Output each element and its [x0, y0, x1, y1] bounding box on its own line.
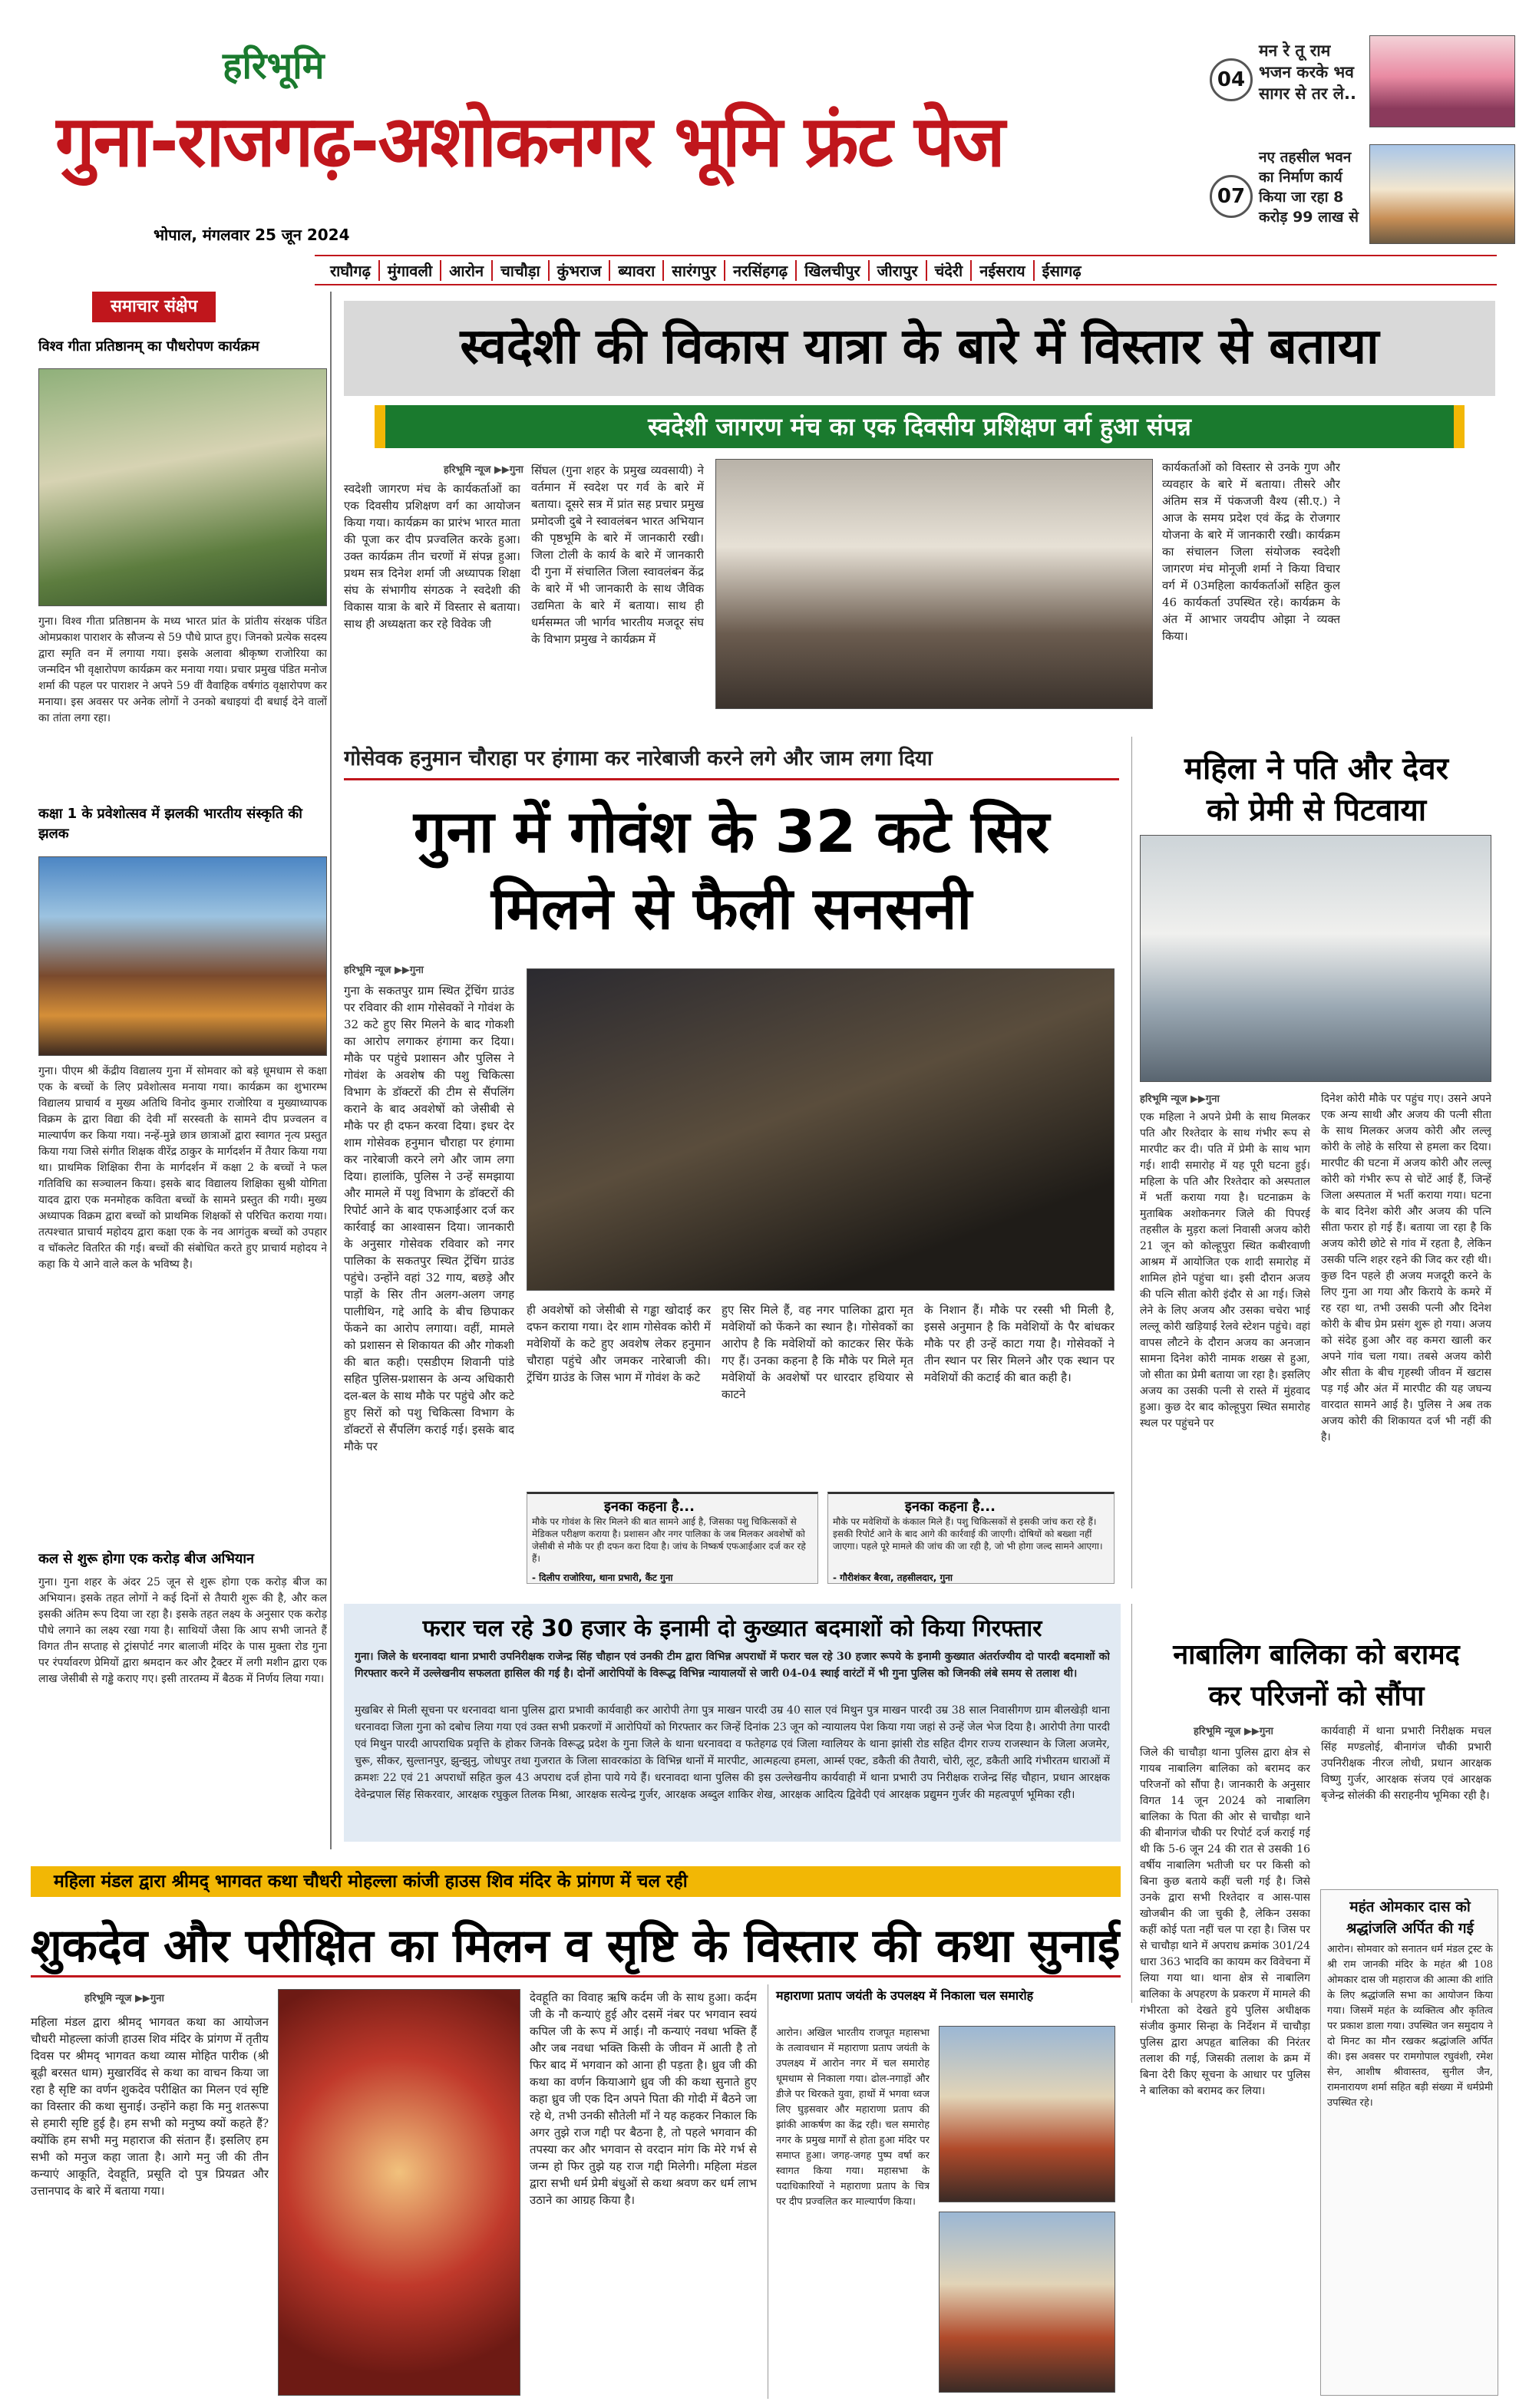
teaser-text: नए तहसील भवन का निर्माण कार्य किया जा रहा 8 करोड़ 99 लाख से: [1259, 149, 1359, 226]
town-link[interactable]: ईसागढ़: [1042, 261, 1082, 280]
lead-col-3: कार्यकर्ताओं को विस्तार से उनके गुण और व्यवहार के बारे में बताया। तीसरे और अंतिम सत्र में पंकजजी वैश्य (सी.ए.) ने आज के समय प्रदेश एवं केंद्र के रोजगार योजना के बारे में जानकारी रखी। कार्यक्रम का संचालन जिला संयोजक स्वदेशी जागरण मंच मोनूजी शर्मा ने किया विचार वर्ग में 03महिला कार्यकर्ताओं सहित कुल 46 कार्यकर्ता उपस्थित रहे। कार्यक्रम के अंत में आभार जयदीप ओझा ने व्यक्त किया।: [1162, 460, 1340, 643]
divider: [31, 1975, 1121, 1978]
woman-photo: [1140, 835, 1491, 1082]
bhagwat-kicker: महिला मंडल द्वारा श्रीमद् भागवत कथा चौधरी मोहल्ला कांजी हाउस शिव मंदिर के प्रांगण में चल रही: [31, 1866, 1121, 1897]
woman-headline-2[interactable]: को प्रेमी से पिटवाया: [1206, 793, 1427, 828]
pratap-body: आरोन। अखिल भारतीय राजपूत महासभा के तत्वावधान में महाराणा प्रताप जयंती के उपलक्ष्य में आरोन नगर में चल समारोह धूमधाम से निकाला गया। ढोल-नगाड़ों और डीजे पर थिरकते युवा, हाथों में भगवा ध्वज लिए घुड़सवार और महाराणा प्रताप की झांकी आकर्षण का केंद्र रही। चल समारोह नगर के प्रमुख मार्गों से होता हुआ मंदिर पर समाप्त हुआ। जगह-जगह पुष्प वर्षा कर स्वागत किया गया। महासभा के पदाधिकारियों ने महाराणा प्रताप के चित्र पर दीप प्रज्वलित कर माल्यार्पण किया।: [776, 2027, 930, 2208]
pratap-photo-2: [939, 2212, 1115, 2393]
quote-text: मौके पर गोवंश के सिर मिलने की बात सामने आई है, जिसका पशु चिकित्सकों से मेडिकल परीक्षण कराया है। प्रशासन और नगर पालिका के जब मिलकर अवशेषों को जेसीबी से मौके पर ही दफन करा दिया है। जांच के निष्कर्ष एफआईआर दर्ज कर रहे हैं।: [532, 1516, 806, 1564]
brief-photo: [38, 856, 327, 1056]
lead-story: [344, 301, 1495, 715]
byline: हरिभूमि न्यूज ▶▶गुना: [84, 1993, 164, 2004]
govansh-photo: [527, 968, 1115, 1291]
town-link[interactable]: जीरापुर: [870, 260, 927, 281]
divider: [344, 778, 1119, 780]
teaser-text: मन रे तू राम भजन करके भव सागर से तर ले..: [1259, 41, 1356, 103]
town-strip: [315, 255, 1497, 285]
minor-col-2: कार्यवाही में थाना प्रभारी निरीक्षक मचल सिंह मण्डलोई, बीनागंज चौकी प्रभारी उपनिरीक्षक नीरज लोधी, प्रधान आरक्षक विष्णु गुर्जर, आरक्षक संजय एवं आरक्षक बृजेन्द्र सोलंकी की सराहनीय भूमिका रही है।: [1321, 1725, 1491, 1802]
masthead: [0, 0, 1529, 292]
govansh-col-1: गुना के सकतपुर ग्राम स्थित ट्रेंचिंग ग्राउंड पर रविवार की शाम गोसेवकों ने गोवंश के 32 कटे हुए सिर मिलने के बाद गोकशी का आरोप लगाकर हंगामा कर दिया। मौके पर पहुंचे प्रशासन और पुलिस ने गोवंश के अवशेष की पशु चिकित्सा विभाग के डॉक्टरों की टीम से सैंपलिंग कराने के बाद अवशेषों को जेसीबी से मौके पर ही दफन करवा दिया। इधर देर शाम गोसेवक हनुमान चौराहा पर हंगामा कर नारेबाजी करने लगे और जाम लगा दिया। हालांकि, पुलिस ने उन्हें समझाया और मामले में पशु विभाग के डॉक्टरों की रिपोर्ट आने के बाद एफआईआर दर्ज कर कार्रवाई का आश्वासन दिया। जानकारी के अनुसार गोसेवक रविवार को नगर पालिका के सकतपुर स्थित ट्रेंचिंग ग्राउंड पहुंचे। उन्होंने वहां 32 गाय, बछड़े और पाड़ों के सिर तीन अलग-अलग जगह पालीथिन, गद्दे आदि के बीच छिपाकर फेंकने का आरोप लगाया। वहीं, मामले को प्रशासन से शिकायत की और गोकशी की बात कही। एसडीएम शिवानी पांडे सहित पुलिस-प्रशासन के अन्य अधिकारी दल-बल के साथ मौके पर पहुंचे और कटे हुए सिरों को पशु चिकित्सा विभाग के डॉक्टरों से सैंपलिंग कराई गई। इसके बाद मौके पर: [344, 984, 514, 1453]
town-link[interactable]: नईसराय: [972, 260, 1034, 281]
govansh-headline-1[interactable]: गुना में गोवंश के 32 कटे सिर: [413, 797, 1050, 866]
teaser-number: 04: [1210, 58, 1253, 101]
tribute-box: [1320, 1889, 1498, 2396]
pratap-story: [768, 1984, 1121, 2399]
arrest-headline[interactable]: फरार चल रहे 30 हजार के इनामी दो कुख्यात बदमाशों को किया गिरफ्तार: [422, 1615, 1042, 1642]
govansh-col-4: के निशान हैं। मौके पर रस्सी भी मिली है, इससे अनुमान है कि मवेशियों के पैर बांधकर मौके पर ही उन्हें काटा गया है। गोसेवकों ने तीन स्थान पर सिर मिलने और एक स्थान पर मवेशियों की कटाई की बात कही है।: [924, 1303, 1115, 1384]
lead-col-2: सिंघल (गुना शहर के प्रमुख व्यवसायी) ने वर्तमान में स्वदेश पर गर्व के बारे में बताया। दूसरे सत्र में प्रांत सह प्रचार प्रमुख प्रमोदजी दुबे ने स्वावलंबन भारत अभियान की पृष्ठभूमि के बारे में जानकारी रखी। जिला टोली के कार्य के बारे में जानकारी दी गुना में संचालित जिला स्वावलंबन केंद्र के बारे में भी जानकारी के साथ जैविक उद्यमिता के बारे में बताया। साथ ही धर्मसम्मत जी भार्गव भारतीय मजदूर संघ के विभाग प्रमुख ने कार्यक्रम में: [531, 463, 704, 646]
quote-attribution: - दिलीप राजोरिया, थाना प्रभारी, कैंट गुना: [532, 1572, 673, 1583]
arrest-para-1: गुना। जिले के धरनावदा थाना प्रभारी उपनिरीक्षक राजेन्द्र सिंह चौहान एवं उनकी टीम द्वारा विभिन्न अपराधों में फरार चल रहे 30 हजार रूपये के इनामी कुख्यात अंतर्राज्यीय दो पारदी बदमाशों को गिरफ्तार करने में उल्लेखनीय सफलता हासिल की गई है। दोनों आरोपियों के विरूद्ध विभिन्न न्यायालयों से जारी 04-04 स्थाई वारंटों में भी गुना पुलिस को जिनकी लंबे समय से तलाश थी।: [355, 1651, 1110, 1680]
town-link[interactable]: ब्यावरा: [610, 260, 664, 281]
brief-title[interactable]: कल से शुरू होगा एक करोड़ बीज अभियान: [38, 1551, 255, 1567]
byline: हरिभूमि न्यूज ▶▶गुना: [444, 464, 523, 476]
town-link[interactable]: चंदेरी: [927, 260, 973, 281]
woman-headline-1[interactable]: महिला ने पति और देवर: [1184, 751, 1448, 787]
town-link[interactable]: नरसिंहगढ़: [725, 260, 797, 281]
govansh-story: [344, 737, 1121, 1588]
minor-col-1: जिले की चाचौड़ा थाना पुलिस द्वारा क्षेत्र से गायब नाबालिग बालिका को बरामद कर परिजनों को सौंपा है। जानकारी के अनुसार विगत 14 जून 2024 को नाबालिग बालिका के पिता की ओर से चाचौड़ा थाने की बीनागंज चौकी पर रिपोर्ट दर्ज कराई गई थी कि 5-6 जून 24 की रात से उसकी 16 वर्षीय नाबालिग भतीजी घर पर किसी को बिना कुछ बताये कहीं चली गई है। जिसे उनके द्वारा सभी रिश्तेदार व आस-पास खोजबीन की जा चुकी है, लेकिन उसका कहीं कोई पता नहीं चल पा रहा है। जिस पर से चाचौड़ा थाने में अपराध क्रमांक 301/24 धारा 363 भादवि का कायम कर विवेचना में लिया गया था। थाना क्षेत्र से नाबालिग बालिका के अपहरण के प्रकरण में मामले की गंभीरता को देखते हुये पुलिस अधीक्षक संजीव कुमार सिन्हा के निर्देशन में चाचौड़ा पुलिस द्वारा अपहृत बालिका की निरंतर तलाश की गई, जिसकी तलाश के क्रम में बिना देरी किए सूचना के आधार पर पुलिस ने बालिका को बरामद कर लिया।: [1140, 1747, 1310, 2097]
town-link[interactable]: चाचौड़ा: [493, 260, 550, 281]
teaser-number: 07: [1210, 175, 1253, 218]
govansh-headline-2[interactable]: मिलने से फैली सनसनी: [490, 874, 973, 942]
town-link[interactable]: कुंभराज: [550, 260, 611, 281]
pratap-headline[interactable]: महाराणा प्रताप जयंती के उपलक्ष्य में निकाला चल समारोह: [776, 1988, 1034, 2003]
govansh-kicker: गोसेवक हनुमान चौराहा पर हंगामा कर नारेबाजी करने लगे और जाम लगा दिया: [344, 747, 933, 770]
teaser-photo: [1369, 144, 1515, 244]
byline: हरिभूमि न्यूज ▶▶गुना: [344, 965, 424, 976]
minor-headline-2[interactable]: कर परिजनों को सौंपा: [1208, 1681, 1425, 1712]
town-link[interactable]: राघौगढ़: [322, 260, 380, 281]
quote-heading: इनका कहना है...: [604, 1499, 695, 1515]
page-title: गुना-राजगढ़-अशोकनगर भूमि फ्रंट पेज: [55, 101, 1004, 183]
quote-heading: इनका कहना है...: [905, 1499, 996, 1515]
lead-headline[interactable]: स्वदेशी की विकास यात्रा के बारे में विस्तार से बताया: [344, 301, 1495, 396]
brief-body: गुना। गुना शहर के अंदर 25 जून से शुरू होगा एक करोड़ बीज का अभियान। इसके तहत लोगों ने कई दिनों से तैयारी शुरू की है, और कल इसकी अंतिम रूप दिया जा रहा है। इसके तहत लक्ष्य के अनुसार एक करोड़ पौधे लगाने का लक्ष्य रखा गया है। साथियों जैसा कि आप सभी जानते हैं विगत तीन सप्ताह से ट्रांसपोर्ट नगर बालाजी मंदिर के पास मुक्ता रोड गुना पर रंपर्यावरण प्रेमियों द्वारा श्रमदान कर और ट्रैक्टर में लगी मशीन द्वारा एक लाख जेसीबी से गड्ढे कराए गए। इसी तारतम्य में बैठक में निर्णय लिया गया।: [38, 1576, 327, 1685]
quote-box-1: [527, 1492, 818, 1584]
town-link[interactable]: आरोन: [441, 260, 493, 281]
bhagwat-col-2: देवहूति का विवाह ऋषि कर्दम जी के साथ हुआ। कर्दम जी के नौ कन्याएं हुई और दसमें नंबर पर भगवान स्वयं कपिल जी के रूप में आई। नौ कन्याएं नवधा भक्ति हैं और जब नवधा भक्ति किसी के जीवन में आती है तो फिर बाद में भगवान को आना ही पड़ता है। ध्रुव जी की कथा का वर्णन कियाआगे ध्रुव जी की कथा सुनाते हुए कहा ध्रुव जी एक दिन अपने पिता की गोदी में बैठने जा रहे थे, तभी उनकी सौतेली माँ ने यह कहकर निकाल कि अगर तुझे राज गद्दी पर बैठना है, तो पहले भगवान की तपस्या कर और भगवान से वरदान मांग कि मेरे गर्भ से जन्म हो फिर तुझे यह राज गद्दी मिलेगी। महिला मंडल द्वारा सभी धर्म प्रेमी बंधुओं से कथा श्रवण कर धर्म लाभ उठाने का आग्रह किया है।: [530, 1991, 757, 2207]
teaser-photo: [1369, 35, 1515, 127]
dateline: भोपाल, मंगलवार 25 जून 2024: [154, 226, 350, 244]
woman-col-1: एक महिला ने अपने प्रेमी के साथ मिलकर पति और रिश्तेदार के साथ गंभीर रूप से मारपीट कर दी। पति में प्रेमी के साथ भाग गई। शादी समारोह में यह पूरी घटना हुई। महिला के पति और रिश्तेदार को अस्पताल में भर्ती कराया गया है। घटनाक्रम के मुताबिक अशोकनगर जिले की पिपरई तहसील के मुड़रा कलां निवासी अजय कोरी 21 जून को कोल्हूपुरा स्थित कबीरवाणी आश्रम में आयोजित एक शादी समारोह में शामिल होने पहुंचा था। इसी दौरान अजय की पत्नि सीता कोरी इंदौर से आ गई। जिसे लेने के लिए अजय और उसका चचेरा भाई लल्लू कोरी खड़ियाई रेलवे स्टेशन पहुंचे। वहां वापस लौटने के दौरान अजय का अनजान सामना दिनेश कोरी नामक शख्स से हुआ, जो सीता का प्रेमी बताया जा रहा है। इसलिए अजय का उसकी पत्नी से रास्ते में मुंहवाद हुआ। कुछ देर बाद कोल्हूपुरा स्थित समारोह स्थल पर पहुंचने पर: [1140, 1111, 1310, 1430]
govansh-col-2: ही अवशेषों को जेसीबी से गड्ढा खोदाई कर दफन कराया गया। देर शाम गोसेवक कोरी में मवेशियों के कटे हुए अवशेष लेकर हनुमान चौराहा पहुंचे और जमकर नारेबाजी की। ट्रेंचिंग ग्राउंड के जिस भाग में गोवंश के कटे: [527, 1303, 711, 1384]
woman-story: [1131, 737, 1498, 1588]
town-link[interactable]: सारंगपुर: [664, 260, 725, 281]
tribute-headline-2[interactable]: श्रद्धांजलि अर्पित की गई: [1346, 1920, 1474, 1937]
brief-body: गुना। विश्व गीता प्रतिष्ठानम के मध्य भारत प्रांत के प्रांतीय संरक्षक पंडित ओमप्रकाश पाराशर के सौजन्य से 59 पौधे प्राप्त हुए। जिनको प्रत्येक सदस्य द्वारा स्मृति वन में लगाया गया। इसके अलावा श्रीकृष्ण राजोरिया का जन्मदिन भी वृक्षारोपण कार्यक्रम कर मनाया गया। प्रचार प्रमुख पंडित मनोज शर्मा की पहल पर पाराशर ने अपने 59 वीं वैवाहिक वर्षगांठ वृक्षारोपण कर मनाया। इस अवसर पर अनेक लोगों ने उनको बधाइयां दी बधाई देने वालों का तांता लगा रहा।: [38, 615, 327, 724]
minor-headline-1[interactable]: नाबालिग बालिका को बरामद: [1173, 1639, 1460, 1671]
town-link[interactable]: खिलचीपुर: [797, 260, 870, 281]
lead-photo: [715, 459, 1153, 709]
bhagwat-photo: [278, 1989, 520, 2396]
brief-photo: [38, 368, 327, 606]
teaser-box-1[interactable]: [1210, 31, 1517, 130]
govansh-col-3: हुए सिर मिले हैं, वह नगर पालिका द्वारा मृत मवेशियों को फेंकने का स्थान है। गोसेवकों का आरोप है कि मवेशियों को काटकर सिर फेंके गए हैं। उनका कहना है कि मौके पर मिले मृत मवेशियों के अवशेषों पर धारदार हथियार से काटने: [722, 1303, 913, 1401]
woman-col-2: दिनेश कोरी मौके पर पहुंच गए। उसने अपने एक अन्य साथी और अजय की पत्नी सीता के साथ मिलकर अजय कोरी और लल्लू कोरी के लोहे के सरिया से हमला कर दिया। मारपीट की घटना में अजय कोरी और लल्लू कोरी को गंभीर रूप से चोटें आई हैं, जिन्हें जिला अस्पताल में भर्ती कराया गया। घटना के बाद दिनेश कोरी और अजय की पत्नि सीता फरार हो गई हैं। बताया जा रहा है कि अजय कोरी छोटे से गांव में रहता है, लेकिन उसकी पत्नि शहर रहने की जिद कर रही थी। कुछ दिन पहले ही अजय मजदूरी करने के लिए गुना आ गया और किराये के कमरे में रह रहा था, तभी उसकी पत्नी और दिनेश कोरी के बीच प्रेम प्रसंग शुरू हो गया। अजय को संदेह हुआ और वह कमरा खाली कर अपने गांव चला गया। तबसे अजय कोरी और सीता के बीच गृहस्थी जीवन में खटास पड़ गई और अंत में मारपीट की यह जघन्य वारदात सामने आई है। पुलिस ने अब तक अजय कोरी की शिकायत दर्ज भी नहीं की है।: [1321, 1093, 1491, 1443]
brief-body: गुना। पीएम श्री केंद्रीय विद्यालय गुना में सोमवार को बड़े धूमधाम से कक्षा एक के बच्चों के लिए प्रवेशोत्सव मनाया गया। कार्यक्रम का शुभारम्भ विद्यालय प्राचार्य व मुख्य अतिथि विनोद कुमार राजोरिया व मुख्याध्यापक विक्रम के द्वारा विद्या की देवी माँ सरस्वती के सामने दीप प्रज्वलन व माल्यार्पण कर किया गया। नन्हें-मुन्ने छात्र छात्राओं द्वारा स्वागत नृत्य प्रस्तुत किया गया जिसे संगीत शिक्षक वीरेंद्र ठाकुर के मार्गदर्शन में तैयार किया गया था। प्राथमिक शिक्षिका रीना के मार्गदर्शन में कक्षा 2 के बच्चों ने फल गतिविधि का सञ्चालन किया। इसके बाद विद्यालय शिक्षिका सुश्री योगिता यादव द्वारा एक मनमोहक कविता बच्चों के सामने प्रस्तुत की गयी। मुख्य अध्यापक विक्रम द्वारा बच्चों को प्राथमिक शिक्षकों से परिचित कराया गया। तत्पश्चात प्राचार्य महोदय द्वारा कक्षा एक के नव आगंतुक बच्चों को उपहार व चॉकलेट वितरित की गई। बच्चों की संबोधित करते हुए प्राचार्य महोदय ने कहा कि ये आने वाले कल के भविष्य है।: [38, 1065, 327, 1271]
brief-title[interactable]: विश्व गीता प्रतिष्ठानम् का पौधरोपण कार्यक्रम: [38, 338, 259, 355]
quote-box-2: [827, 1492, 1115, 1584]
byline: हरिभूमि न्यूज ▶▶गुना: [1140, 1093, 1220, 1105]
sidebar-label: समाचार संक्षेप: [92, 292, 216, 322]
quote-attribution: - गौरीशंकर बैरवा, तहसीलदार, गुना: [833, 1572, 953, 1583]
bhagwat-headline[interactable]: शुकदेव और परीक्षित का मिलन व सृष्टि के विस्तार की कथा सुनाई: [31, 1919, 1121, 1973]
brief-title[interactable]: कक्षा 1 के प्रवेशोत्सव में झलकी भारतीय संस्कृति की झलक: [38, 806, 302, 842]
pratap-photo-1: [939, 2026, 1115, 2202]
brand-logo: हरिभूमि: [223, 45, 325, 87]
tribute-headline-1[interactable]: महंत ओमकार दास को: [1349, 1898, 1471, 1915]
byline: हरिभूमि न्यूज ▶▶गुना: [1194, 1726, 1273, 1737]
tribute-body: आरोन। सोमवार को सनातन धर्म मंडल ट्रस्ट के श्री राम जानकी मंदिर के महंत श्री 108 ओमकार दास जी महाराज की आत्मा की शांति के लिए श्रद्धांजलि सभा का आयोजन किया गया। जिसमें महंत के व्यक्तित्व और कृतित्व पर प्रकाश डाला गया। उपस्थित जन समुदाय ने दो मिनट का मौन रखकर श्रद्धांजलि अर्पित की। इस अवसर पर रामगोपाल रघुवंशी, रमेश सेन, आशीष श्रीवास्तव, सुनील जैन, रामनारायण शर्मा सहित बड़ी संख्या में धर्मप्रेमी उपस्थित रहे।: [1327, 1944, 1493, 2109]
quote-text: मौके पर मवेशियों के कंकाल मिले हैं। पशु चिकित्सकों से इसकी जांच करा रहे हैं। इसकी रिपोर्ट आने के बाद आगे की कार्रवाई की जाएगी। दोषियों को बख्शा नहीं जाएगा। पहले पूरे मामले की जांच की जा रही है, जो भी होगा जल्द सामने आएगा।: [833, 1516, 1103, 1552]
lead-col-1: स्वदेशी जागरण मंच के कार्यकर्ताओं का एक दिवसीय प्रशिक्षण वर्ग का आयोजन किया गया। कार्यक्रम का प्रारंभ भारत माता की पूजा कर दीप प्रज्वलित करके हुआ। उक्त कार्यक्रम तीन चरणों में संपन्न हुआ। प्रथम सत्र दिनेश शर्मा जी अध्यापक शिक्षा संघ के संभागीय संगठक ने स्वदेशी की विकास यात्रा के बारे में विस्तार से बताया। साथ ही अध्यक्षता कर रहे विवेक जी: [344, 482, 520, 631]
bhagwat-story: [0, 1860, 1121, 2405]
lead-subhead: स्वदेशी जागरण मंच का एक दिवसीय प्रशिक्षण वर्ग हुआ संपन्न: [375, 405, 1465, 448]
town-link[interactable]: मुंगावली: [380, 260, 441, 281]
teaser-box-2[interactable]: [1210, 140, 1517, 255]
arrest-story: [344, 1604, 1121, 1842]
sidebar-news-brief: [0, 292, 332, 1849]
arrest-para-2: मुखबिर से मिली सूचना पर धरनावदा थाना पुलिस द्वारा प्रभावी कार्यवाही कर आरोपी तेगा पुत्र माखन पारदी उम्र 40 साल एवं मिथुन पुत्र माखन पारदी उम्र 38 साल निवासीगण ग्राम बीलखेड़ी थाना धरनावदा जिला गुना को दबोच लिया गया एवं उक्त सभी प्रकरणों में आरोपियों को गिरफ्तार कर जिन्हें दिनांक 23 जून को न्यायालय पेश किया गया जहां से उन्हें जेल भेज दिया है। आरोपी तेगा पारदी एवं मिथुन पारदी आपराधिक प्रवृत्ति के होकर जिनके विरूद्ध प्रदेश के गुना जिले के थाना धरनावदा व फतेहगढ एवं जिला ग्वालियर के थाना झांसी रोड सहित दीगर राज्य राजस्थान के जिला अजमेर, चुरू, सीकर, सुल्तानपुर, झुन्झुनु, जोधपुर तथा गुजरात के जिला सावरकांठा के विभिन्न थानों में मारपीट, आत्महत्या हमला, आर्म्स एक्ट, डकैती की तैयारी, चोरी, लूट, डकैती आदि गंभीरतम धाराओं में क्रमशः 22 एवं 21 अपराधों सहित कुल 43 अपराध दर्ज होना पाये गये हैं। धरनावदा थाना पुलिस की इस उल्लेखनीय कार्यवाही में थाना प्रभारी उप निरीक्षक राजेन्द्र सिंह चौहान, प्रधान आरक्षक देवेन्द्रपाल सिंह सिकरवार, आरक्षक रघुकुल तिलक मिश्रा, आरक्षक सत्येन्द्र गुर्जर, आरक्षक अब्दुल शाकिर शेख, आरक्षक आदित्य द्विवेदी एवं आरक्षक प्रद्युमन गुर्जर की महत्वपूर्ण भूमिका रही।: [355, 1704, 1110, 1801]
bhagwat-col-1: महिला मंडल द्वारा श्रीमद् भागवत कथा का आयोजन चौधरी मोहल्ला कांजी हाउस शिव मंदिर के प्रांगण में तृतीय दिवस पर श्रीमद् भागवत कथा व्यास मोहित पारीक (श्री बूढ़ी बरसत धाम) मुखारविंद से कथा का वाचन किया जा रहा है सृष्टि का वर्णन शुकदेव परीक्षित का मिलन एवं सृष्टि का विस्तार की कथा सुनाई। उन्होंने कहा कि मनु शतरूपा से हमारी सृष्टि हुई है। हम सभी को मनुष्य क्यों कहते हैं? क्योंकि हम सभी मनु महाराज की संतान हैं। इसलिए हम सभी को मनुज कहा जाता है। आगे मनु जी की तीन कन्याएं आकूति, देवहूति, प्रसूति दो पुत्र प्रियव्रत और उत्तानपाद के बारे में बताया गया।: [31, 2015, 269, 2198]
